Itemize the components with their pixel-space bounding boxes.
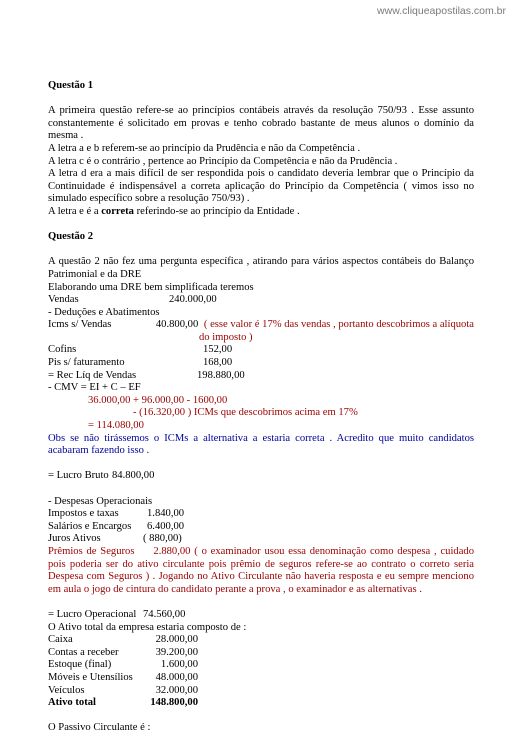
correct-word: correta <box>101 205 134 217</box>
deducoes-heading: - Deduções e Abatimentos <box>48 306 160 318</box>
pis-row: Pis s/ faturamento 168,00 <box>48 357 233 369</box>
juros-row: Juros Ativos ( 880,00) <box>48 533 182 545</box>
ativo-row: Veículos 32.000,00 <box>48 684 198 696</box>
ativo-row: Móveis e Utensílios 48.000,00 <box>48 671 198 683</box>
lucro-bruto-row: = Lucro Bruto 84.800,00 <box>48 470 155 482</box>
cofins-row: Cofins 152,00 <box>48 344 233 356</box>
watermark: www.cliqueapostilas.com.br <box>377 5 506 17</box>
obs-note: Obs se não tirássemos o ICMs a alternativa a estaria correta . Acredito que muito candidatos acabaram fazendo isso . <box>48 432 474 457</box>
q1-paragraph-4: A letra d era a mais difícil de ser respondida pois o candidato deveria lembrar que o Princípio da Continuidade é indispensável a correta aplicação do Princípio da Competência ( vimos isso no simulado específico sobre a resolução 750/93) . <box>48 168 474 205</box>
lucro-operacional-row: = Lucro Operacional 74.560,00 <box>48 608 186 620</box>
ativo-row: Contas a receber 39.200,00 <box>48 646 198 658</box>
cmv-calc-3: = 114.080,00 <box>88 420 144 432</box>
icms-row: Icms s/ Vendas 40.800,00 ( esse valor é 17% das vendas , portanto descobrimos a alíquota <box>48 319 474 331</box>
cmv-calc-2: - (16.320,00 ) ICMs que descobrimos acima em 17% <box>133 407 358 419</box>
q1-title: Questão 1 <box>48 80 94 91</box>
ativo-intro: O Ativo total da empresa estaria composto de : <box>48 621 247 633</box>
despesas-heading: - Despesas Operacionais <box>48 495 153 507</box>
q1-paragraph-2: A letra a e b referem-se ao princípio da Prudência e não da Competência . <box>48 142 361 154</box>
vendas-row: Vendas 240.000,00 <box>48 294 217 306</box>
receita-liquida-row: = Rec Líq de Vendas 198.880,00 <box>48 369 245 381</box>
q2-title: Questão 2 <box>48 231 94 243</box>
ativo-row: Caixa 28.000,00 <box>48 634 198 646</box>
q1-paragraph-1: A primeira questão refere-se ao princípios contábeis através da resolução 750/93 . Esse assunto constantemente é solicitado em provas e tenho cobrado bastante de meus alunos o domínio da mesma . <box>48 105 474 142</box>
document-page <box>48 80 474 735</box>
q1-paragraph-3: A letra c é o contrário , pertence ao Princípio da Competência e não da Prudência . <box>48 155 398 167</box>
icms-note: ( esse valor é 17% das vendas , portanto descobrimos a alíquota <box>203 319 474 331</box>
q2-intro: A questão 2 não fez uma pergunta específica , atirando para vários aspectos contábeis do Balanço Patrimonial e da DRE <box>48 256 474 280</box>
salarios-row: Salários e Encargos 6.400,00 <box>48 520 185 532</box>
icms-note-cont: do imposto ) <box>199 331 253 343</box>
ativo-total-row: Ativo total 148.800,00 <box>48 697 198 709</box>
cmv-calc-1: 36.000,00 + 96.000,00 - 1600,00 <box>88 394 228 406</box>
premio-paragraph: Prêmios de Seguros 2.880,00 ( o examinador usou essa denominação como despesa , cuidado pois poderia ser do ativo circulante pois prêmio de seguros refere-se ao contrato o correto seria Despesa com Seguros ) . Jogando no Ativo Circulante não haveria resposta e eu sempre menciono em aula o jogo de cintura do candidato perante a prova , o examinador e as alternativas . <box>48 545 474 595</box>
q1-paragraph-5: A letra e é a correta referindo-se ao princípio da Entidade . <box>48 205 300 217</box>
passivo-intro: O Passivo Circulante é : <box>48 722 151 734</box>
dre-intro: Elaborando uma DRE bem simplificada teremos <box>48 281 254 293</box>
impostos-row: Impostos e taxas 1.840,00 <box>48 508 185 520</box>
ativo-row: Estoque (final) 1.600,00 <box>48 659 198 671</box>
cmv-heading: - CMV = EI + C – EF <box>48 382 141 394</box>
